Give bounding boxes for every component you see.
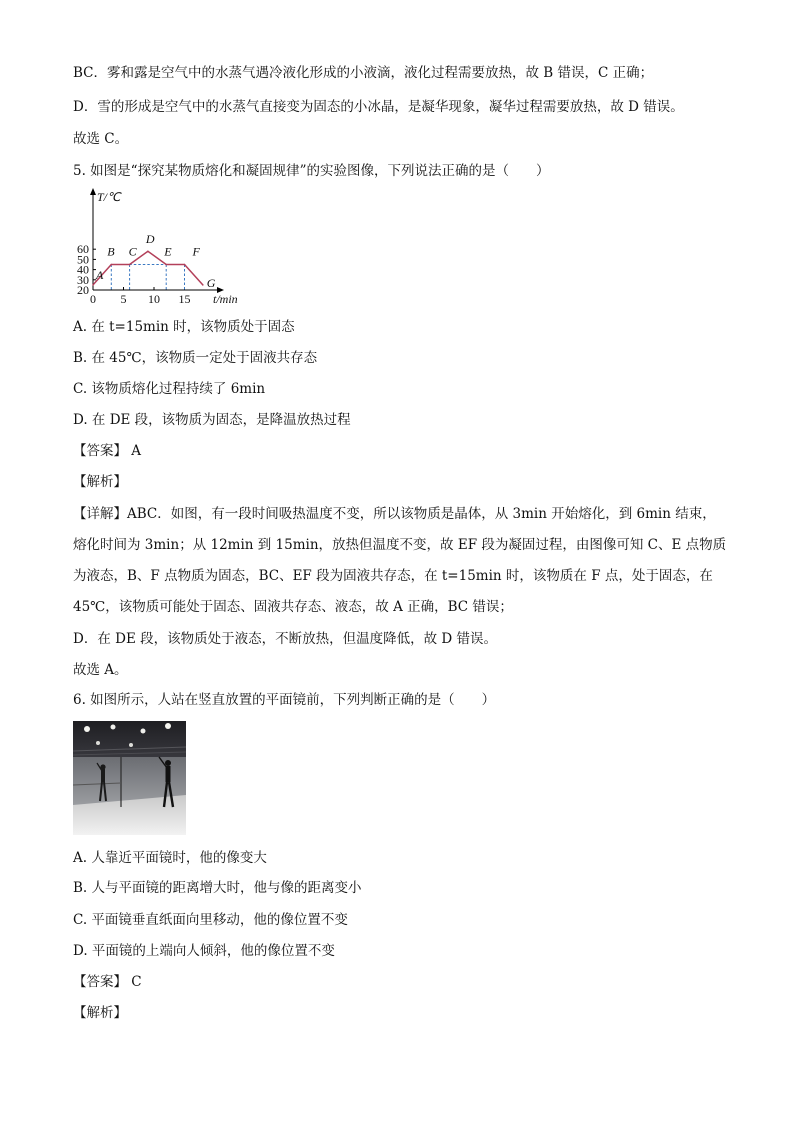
data-point xyxy=(202,284,204,286)
text-line: BC．雾和露是空气中的水蒸气遇冷液化形成的小液滴，液化过程需要放热，故 B 错误，C 正确； xyxy=(73,65,654,81)
x-axis-label: t/min xyxy=(213,292,238,306)
mirror-photo xyxy=(73,721,186,835)
explanation-line: 45℃，该物质可能处于固态、固液共存态、液态，故 A 正确，BC 错误； xyxy=(73,599,513,615)
option-b: B. 在 45℃，该物质一定处于固液共存态 xyxy=(73,350,318,366)
option-a: A. 在 t=15min 时，该物质处于固态 xyxy=(73,319,295,335)
explanation-line: D．在 DE 段，该物质处于液态，不断放热，但温度降低，故 D 错误。 xyxy=(73,631,497,647)
answer-value: C xyxy=(131,974,142,990)
point-label: C xyxy=(128,244,137,259)
text-line: D．雪的形成是空气中的水蒸气直接变为固态的小冰晶，是凝华现象，凝华过程需要放热，故 D 错误。 xyxy=(73,99,684,115)
y-tick-label: 20 xyxy=(77,283,89,297)
y-axis-arrow xyxy=(90,188,96,195)
point-label: A xyxy=(96,267,104,282)
answer-value: A xyxy=(131,443,142,459)
question-6-stem: 6. 如图所示，人站在竖直放置的平面镜前，下列判断正确的是（ ） xyxy=(73,692,496,708)
data-point xyxy=(184,264,186,266)
conclusion-line: 故选 A。 xyxy=(73,662,128,678)
data-point xyxy=(165,264,167,266)
option-a: A. 人靠近平面镜时，他的像变大 xyxy=(73,850,267,866)
point-label: F xyxy=(192,244,200,259)
explanation-line: 为液态，B、F 点物质为固态，BC、EF 段为固液共存态，在 t=15min 时，该物质在 F 点，处于固态，在 xyxy=(73,568,713,584)
y-tick-label: 40 xyxy=(77,262,89,277)
y-tick-label: 50 xyxy=(77,252,89,267)
option-c: C. 该物质熔化过程持续了 6min xyxy=(73,381,266,397)
explanation-line: 熔化时间为 3min；从 12min 到 15min，放热但温度不变，故 EF 段为凝固过程，由图像可知 C、E 点物质 xyxy=(73,537,727,553)
point-label: E xyxy=(164,244,172,259)
option-c: C. 平面镜垂直纸面向里移动，他的像位置不变 xyxy=(73,912,348,928)
data-point xyxy=(92,284,94,286)
analysis-tag: 【解析】 xyxy=(73,1005,127,1021)
data-point xyxy=(129,264,131,266)
x-tick-label: 5 xyxy=(120,292,127,306)
answer-tag: 【答案】 xyxy=(73,974,127,990)
y-tick-label: 30 xyxy=(77,272,89,287)
answer-line xyxy=(73,972,142,992)
option-b: B. 人与平面镜的距离增大时，他与像的距离变小 xyxy=(73,880,362,896)
data-point xyxy=(111,264,113,266)
point-label: G xyxy=(206,275,216,290)
detail-tag: 【详解】 xyxy=(73,506,127,522)
x-tick-label: 15 xyxy=(178,292,191,306)
answer-tag: 【答案】 xyxy=(73,443,127,459)
y-tick-label: 60 xyxy=(77,242,89,257)
analysis-tag: 【解析】 xyxy=(73,474,127,490)
point-label: D xyxy=(145,232,155,247)
explanation-text: ABC．如图，有一段时间吸热温度不变，所以该物质是晶体，从 3min 开始熔化，到 6min 结束， xyxy=(127,506,716,522)
text-line: 故选 C。 xyxy=(73,131,129,147)
x-tick-label: 10 xyxy=(148,292,160,306)
option-d: D. 在 DE 段，该物质为固态，是降温放热过程 xyxy=(73,412,351,428)
x-tick-label: 0 xyxy=(90,292,96,306)
data-point xyxy=(147,250,149,252)
question-5-stem: 5. 如图是“探究某物质熔化和凝固规律”的实验图像，下列说法正确的是（ ） xyxy=(73,163,550,179)
melting-curve-chart xyxy=(70,186,255,308)
option-d: D. 平面镜的上端向人倾斜，他的像位置不变 xyxy=(73,943,335,959)
point-label: B xyxy=(107,244,115,259)
answer-line xyxy=(73,441,141,461)
explanation-line xyxy=(73,504,716,524)
y-axis-label: T/℃ xyxy=(97,190,121,204)
